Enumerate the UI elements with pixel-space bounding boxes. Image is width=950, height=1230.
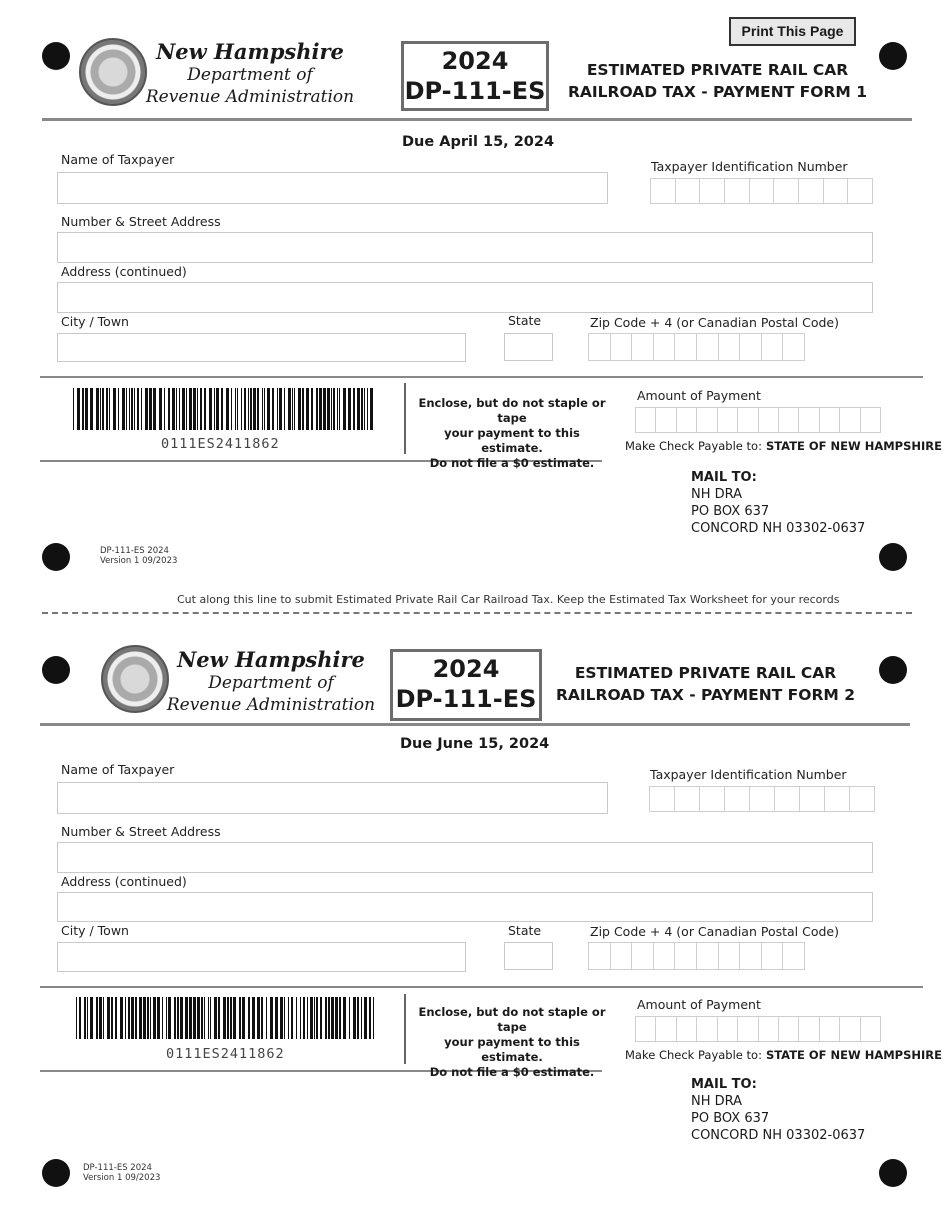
- barcode-bar: [126, 388, 127, 430]
- label-address2: Address (continued): [61, 874, 187, 889]
- barcode-bar: [209, 388, 212, 430]
- punch-hole: [879, 42, 907, 70]
- agency-name: [160, 648, 382, 716]
- barcode-bar: [73, 388, 74, 430]
- amount-input[interactable]: [635, 407, 881, 433]
- agency-line-3: Revenue Administration: [145, 87, 355, 107]
- barcode-bar: [323, 388, 326, 430]
- barcode-bar: [164, 388, 165, 430]
- barcode-bar: [125, 997, 126, 1039]
- barcode-bar: [320, 997, 322, 1039]
- state-input[interactable]: [504, 333, 553, 361]
- barcode-bar: [343, 388, 346, 430]
- barcode-bar: [291, 997, 293, 1039]
- barcode-bar: [210, 997, 211, 1039]
- barcode-bar: [335, 997, 338, 1039]
- punch-hole: [42, 656, 70, 684]
- barcode-bar: [82, 388, 84, 430]
- due-date: Due April 15, 2024: [402, 134, 555, 150]
- barcode-bar: [189, 997, 192, 1039]
- mail-line-3: CONCORD NH 03302-0637: [691, 1128, 866, 1143]
- form-title-line-2: RAILROAD TAX - PAYMENT FORM 1: [567, 83, 867, 101]
- barcode-bar: [272, 388, 274, 430]
- barcode-bar: [85, 388, 88, 430]
- barcode-bar: [96, 388, 99, 430]
- header-divider: [42, 118, 912, 121]
- enclose-line-2: your payment to this estimate.: [444, 426, 580, 455]
- barcode-bar: [150, 997, 151, 1039]
- barcode-bar: [141, 388, 142, 430]
- label-city: City / Town: [61, 923, 129, 938]
- barcode-bar: [364, 997, 367, 1039]
- barcode-bar: [147, 997, 149, 1039]
- barcode-bar: [204, 997, 205, 1039]
- agency-line-2: Department of: [187, 65, 313, 85]
- mail-heading: MAIL TO:: [691, 1077, 757, 1092]
- label-address2: Address (continued): [61, 264, 187, 279]
- barcode-bar: [168, 997, 171, 1039]
- punch-hole: [42, 42, 70, 70]
- barcode-bar: [367, 388, 368, 430]
- state-seal-logo: [79, 38, 147, 106]
- barcode-bar: [339, 388, 340, 430]
- barcode-bar: [357, 997, 359, 1039]
- barcode-bar: [201, 997, 203, 1039]
- barcode-bar: [353, 388, 355, 430]
- barcode-bar: [284, 997, 285, 1039]
- address-continued-input[interactable]: [57, 282, 873, 313]
- payable-to: [625, 1048, 942, 1062]
- barcode-bar: [177, 997, 179, 1039]
- barcode-bar: [103, 997, 104, 1039]
- barcode-bar: [122, 388, 125, 430]
- zip-input[interactable]: [588, 333, 805, 361]
- barcode-bar: [153, 997, 156, 1039]
- barcode-bar: [316, 388, 318, 430]
- barcode-bar: [223, 997, 226, 1039]
- tin-input[interactable]: [650, 178, 873, 204]
- barcode-bar: [343, 997, 346, 1039]
- barcode-bar: [135, 997, 137, 1039]
- form-id-box: [401, 41, 549, 111]
- barcode-bar: [216, 388, 219, 430]
- barcode-bar: [96, 997, 98, 1039]
- agency-line-1: New Hampshire: [177, 647, 365, 672]
- barcode-bar: [231, 388, 232, 430]
- barcode-bar: [131, 997, 134, 1039]
- form-year: 2024: [441, 47, 509, 75]
- barcode-bar: [310, 997, 313, 1039]
- barcode-bar: [99, 997, 102, 1039]
- form-title-line-1: ESTIMATED PRIVATE RAIL CAR: [586, 61, 849, 79]
- form-title: [560, 59, 875, 103]
- barcode-bar: [364, 388, 365, 430]
- label-amount: Amount of Payment: [637, 997, 761, 1012]
- enclose-instructions: [412, 1005, 612, 1080]
- barcode-bar: [257, 388, 259, 430]
- barcode-bar: [337, 388, 338, 430]
- barcode-bar: [307, 997, 308, 1039]
- mail-line-1: NH DRA: [691, 487, 743, 502]
- barcode-bar: [331, 997, 334, 1039]
- label-name: Name of Taxpayer: [61, 152, 175, 167]
- enclose-instructions: [412, 396, 612, 471]
- barcode-bar: [357, 388, 360, 430]
- barcode-bar: [242, 997, 245, 1039]
- barcode-bar: [84, 997, 86, 1039]
- version-line-1: DP-111-ES 2024: [83, 1163, 152, 1173]
- version-line-2: Version 1 09/2023: [100, 556, 178, 566]
- barcode-bar: [237, 388, 238, 430]
- version-line-1: DP-111-ES 2024: [100, 546, 169, 556]
- barcode-bar: [261, 997, 263, 1039]
- barcode-number: 0111ES2411862: [166, 1046, 285, 1062]
- barcode-bar: [349, 997, 350, 1039]
- barcode-bar: [111, 997, 113, 1039]
- section-divider: [40, 986, 923, 988]
- street-address-input[interactable]: [57, 232, 873, 263]
- barcode-bar: [264, 388, 265, 430]
- barcode-bar: [250, 388, 252, 430]
- barcode-bar: [179, 388, 180, 430]
- barcode-bar: [311, 388, 313, 430]
- label-state: State: [508, 313, 542, 328]
- barcode-bar: [348, 388, 351, 430]
- mail-line-3: CONCORD NH 03302-0637: [691, 521, 866, 536]
- state-seal-logo: [101, 645, 169, 713]
- barcode-bar: [339, 997, 341, 1039]
- label-street: Number & Street Address: [61, 824, 221, 839]
- barcode-bar: [145, 388, 148, 430]
- barcode-bar: [197, 997, 200, 1039]
- barcode-bar: [115, 997, 117, 1039]
- taxpayer-name-input[interactable]: [57, 172, 608, 204]
- barcode-bar: [134, 388, 135, 430]
- mail-line-1: NH DRA: [691, 1094, 743, 1109]
- barcode-bar: [189, 388, 192, 430]
- cut-line-instruction: Cut along this line to submit Estimated Private Rail Car Railroad Tax. Keep the Estimated Tax Worksheet for your records: [177, 593, 840, 606]
- barcode-bar: [227, 997, 229, 1039]
- barcode-bar: [172, 388, 175, 430]
- barcode-bar: [361, 388, 363, 430]
- barcode-bar: [185, 997, 188, 1039]
- barcode-bar: [280, 997, 283, 1039]
- punch-hole: [42, 543, 70, 571]
- form-id: DP-111-ES: [404, 77, 546, 105]
- punch-hole: [879, 543, 907, 571]
- barcode-bar: [118, 388, 119, 430]
- barcode-bar: [266, 997, 267, 1039]
- address-continued-input[interactable]: [57, 892, 873, 922]
- barcode-bar: [157, 997, 160, 1039]
- barcode-bar: [230, 997, 232, 1039]
- city-input[interactable]: [57, 333, 466, 362]
- barcode-bar: [288, 388, 291, 430]
- barcode-bar: [221, 388, 223, 430]
- barcode-bar: [162, 997, 163, 1039]
- label-city: City / Town: [61, 314, 129, 329]
- agency-line-1: New Hampshire: [156, 39, 344, 64]
- barcode: [73, 388, 378, 430]
- barcode-bar: [100, 388, 101, 430]
- barcode-bar: [370, 388, 373, 430]
- agency-line-3: Revenue Administration: [166, 695, 376, 715]
- barcode-bar: [306, 388, 309, 430]
- barcode-bar: [353, 997, 356, 1039]
- section-divider: [40, 376, 923, 378]
- agency-line-2: Department of: [208, 673, 334, 693]
- barcode-bar: [200, 388, 202, 430]
- form-title-line-2: RAILROAD TAX - PAYMENT FORM 2: [555, 686, 855, 704]
- barcode-bar: [168, 388, 170, 430]
- barcode-bar: [166, 997, 167, 1039]
- barcode-bar: [284, 388, 285, 430]
- barcode-bar: [149, 388, 152, 430]
- barcode-bar: [277, 388, 278, 430]
- barcode-bar: [214, 388, 215, 430]
- form-year: 2024: [432, 655, 500, 683]
- barcode-bar: [331, 388, 332, 430]
- barcode-bar: [226, 388, 229, 430]
- barcode-bar: [235, 388, 236, 430]
- barcode-bar: [270, 997, 273, 1039]
- barcode-bar: [102, 388, 104, 430]
- barcode-bar: [294, 388, 295, 430]
- cut-line: [42, 612, 912, 614]
- barcode-bar: [90, 388, 93, 430]
- label-street: Number & Street Address: [61, 214, 221, 229]
- vertical-divider: [404, 994, 406, 1064]
- enclose-line-1: Enclose, but do not staple or tape: [418, 396, 606, 425]
- barcode-bar: [87, 997, 88, 1039]
- enclose-line-3: Do not file a $0 estimate.: [429, 456, 595, 470]
- label-zip: Zip Code + 4 (or Canadian Postal Code): [590, 924, 839, 939]
- barcode-bar: [257, 997, 260, 1039]
- enclose-line-2: your payment to this estimate.: [444, 1035, 580, 1064]
- barcode-bar: [218, 997, 220, 1039]
- barcode-bar: [303, 997, 305, 1039]
- barcode-bar: [214, 997, 217, 1039]
- enclose-line-3: Do not file a $0 estimate.: [429, 1065, 595, 1079]
- barcode-bar: [182, 388, 185, 430]
- form-id-box: [390, 649, 542, 721]
- barcode-bar: [288, 997, 289, 1039]
- barcode-bar: [248, 997, 250, 1039]
- city-input[interactable]: [57, 942, 466, 972]
- header-divider: [40, 723, 910, 726]
- barcode-bar: [106, 388, 108, 430]
- barcode-bar: [129, 388, 130, 430]
- barcode-bar: [143, 997, 146, 1039]
- barcode-bar: [186, 388, 187, 430]
- barcode-bar: [361, 997, 362, 1039]
- form-id: DP-111-ES: [395, 685, 537, 713]
- form-title: [548, 662, 863, 706]
- barcode-bar: [204, 388, 206, 430]
- state-input[interactable]: [504, 942, 553, 970]
- label-amount: Amount of Payment: [637, 388, 761, 403]
- taxpayer-name-input[interactable]: [57, 782, 608, 814]
- label-zip: Zip Code + 4 (or Canadian Postal Code): [590, 315, 839, 330]
- barcode-bar: [109, 388, 110, 430]
- barcode-bar: [120, 997, 123, 1039]
- barcode-bar: [248, 388, 249, 430]
- payable-label: Make Check Payable to:: [625, 1048, 762, 1062]
- barcode-bar: [327, 388, 330, 430]
- barcode-bar: [107, 997, 110, 1039]
- barcode-bar: [252, 997, 255, 1039]
- mail-line-2: PO BOX 637: [691, 504, 770, 519]
- barcode-bar: [76, 997, 77, 1039]
- barcode-bar: [314, 997, 315, 1039]
- barcode-bar: [77, 388, 80, 430]
- barcode-bar: [267, 388, 270, 430]
- barcode-bar: [296, 997, 297, 1039]
- barcode-bar: [328, 997, 330, 1039]
- barcode-bar: [137, 388, 139, 430]
- payable-to: [625, 439, 942, 453]
- print-page-button[interactable]: Print This Page: [729, 17, 856, 46]
- form-version: [83, 1163, 160, 1183]
- barcode-bar: [233, 997, 236, 1039]
- barcode-bar: [208, 997, 209, 1039]
- vertical-divider: [404, 383, 406, 454]
- label-name: Name of Taxpayer: [61, 762, 175, 777]
- barcode-bar: [197, 388, 198, 430]
- barcode-bar: [128, 997, 130, 1039]
- punch-hole: [42, 1159, 70, 1187]
- mail-line-2: PO BOX 637: [691, 1111, 770, 1126]
- barcode-bar: [325, 997, 327, 1039]
- barcode-bar: [292, 388, 293, 430]
- street-address-input[interactable]: [57, 842, 873, 873]
- barcode-bar: [79, 997, 81, 1039]
- barcode-bar: [298, 388, 301, 430]
- enclose-line-1: Enclose, but do not staple or tape: [418, 1005, 606, 1034]
- barcode-bar: [139, 997, 142, 1039]
- due-date: Due June 15, 2024: [400, 736, 550, 752]
- barcode-bar: [153, 388, 156, 430]
- mail-heading: MAIL TO:: [691, 470, 757, 485]
- barcode-bar: [316, 997, 318, 1039]
- punch-hole: [879, 656, 907, 684]
- barcode-bar: [180, 997, 183, 1039]
- mail-to-address: [691, 1076, 865, 1144]
- barcode-bar: [174, 997, 176, 1039]
- barcode-bar: [244, 388, 246, 430]
- payable-name: STATE OF NEW HAMPSHIRE: [765, 1048, 942, 1062]
- barcode-bar: [373, 997, 374, 1039]
- barcode-bar: [300, 997, 301, 1039]
- agency-name: [140, 40, 360, 108]
- barcode-bar: [319, 388, 322, 430]
- barcode-bar: [239, 997, 241, 1039]
- barcode-number: 0111ES2411862: [161, 436, 280, 452]
- amount-input[interactable]: [635, 1016, 881, 1042]
- form-title-line-1: ESTIMATED PRIVATE RAIL CAR: [574, 664, 837, 682]
- barcode: [76, 997, 378, 1039]
- barcode-bar: [253, 388, 256, 430]
- mail-to-address: [691, 469, 865, 537]
- version-line-2: Version 1 09/2023: [83, 1173, 161, 1183]
- barcode-bar: [275, 997, 278, 1039]
- barcode-bar: [302, 388, 304, 430]
- barcode-bar: [159, 388, 162, 430]
- barcode-bar: [176, 388, 177, 430]
- barcode-bar: [262, 388, 263, 430]
- label-state: State: [508, 923, 542, 938]
- punch-hole: [879, 1159, 907, 1187]
- barcode-bar: [193, 997, 196, 1039]
- barcode-bar: [131, 388, 133, 430]
- barcode-bar: [90, 997, 93, 1039]
- payable-name: STATE OF NEW HAMPSHIRE: [765, 439, 942, 453]
- form-version: [100, 546, 177, 566]
- barcode-bar: [241, 388, 242, 430]
- zip-input[interactable]: [588, 942, 805, 970]
- barcode-bar: [369, 997, 371, 1039]
- barcode-bar: [193, 388, 196, 430]
- payable-label: Make Check Payable to:: [625, 439, 762, 453]
- barcode-bar: [333, 388, 335, 430]
- label-tin: Taxpayer Identification Number: [651, 159, 848, 174]
- label-tin: Taxpayer Identification Number: [650, 767, 847, 782]
- barcode-bar: [279, 388, 282, 430]
- barcode-bar: [113, 388, 116, 430]
- tin-input[interactable]: [649, 786, 875, 812]
